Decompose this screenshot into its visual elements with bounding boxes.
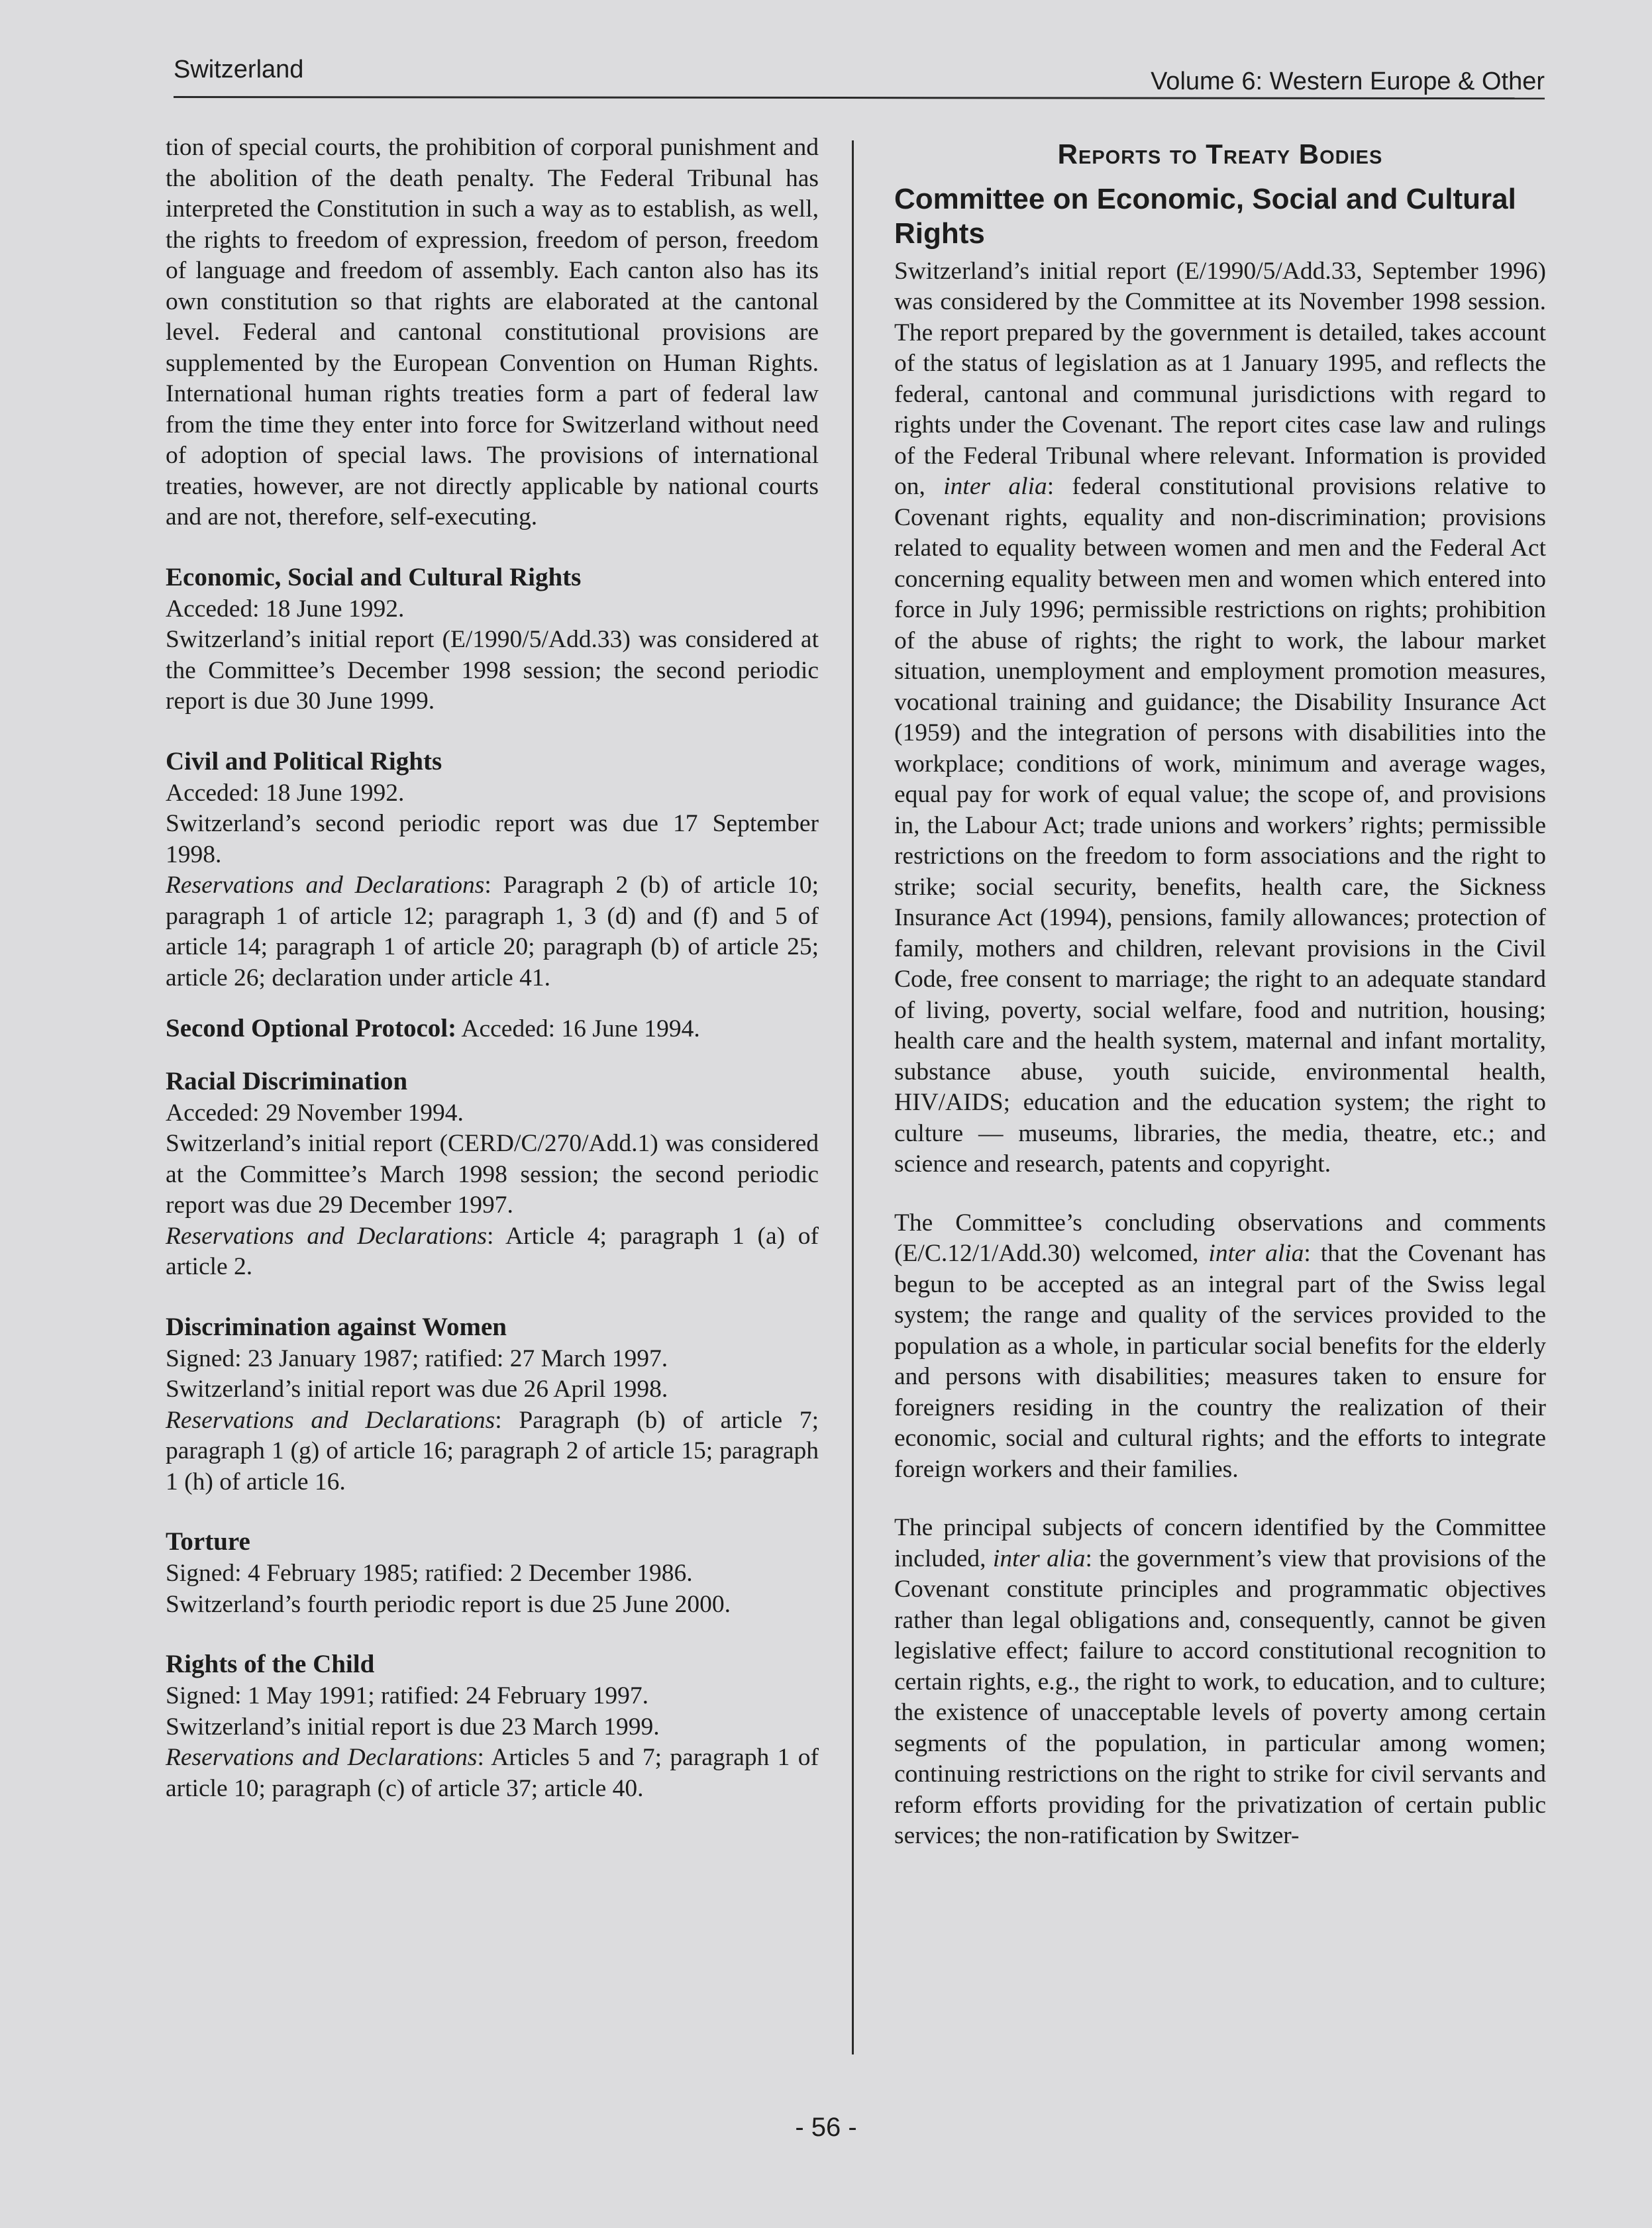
section-title: Torture [166, 1527, 250, 1556]
reservations-text: : Article 4; paragraph 1 (a) of article 2. [166, 1222, 819, 1280]
report-status: Switzerland’s initial report is due 23 March 1999. [166, 1713, 660, 1741]
concerns-paragraph [894, 1513, 1546, 1852]
header-volume: Volume 6: Western Europe & Other [1151, 68, 1545, 95]
section-title: Racial Discrimination [166, 1066, 408, 1095]
section-title: Economic, Social and Cultural Rights [166, 562, 582, 591]
section-title: Civil and Political Rights [166, 746, 442, 776]
left-column [166, 132, 819, 1804]
reservations [166, 1743, 819, 1804]
reservations [166, 870, 819, 993]
report-status: Switzerland’s initial report (CERD/C/270/Add.1) was considered at the Committee’s March 1998 session; the second periodic report was due 29 December 1997. [166, 1130, 819, 1219]
reservations-label: Reservations and Declarations [166, 872, 485, 899]
reservations-label: Reservations and Declarations [166, 1222, 488, 1250]
reports-section-title: Reports to Treaty Bodies [1057, 138, 1383, 170]
section-discrimination-against-women [166, 1311, 819, 1498]
concluding-observations-paragraph [894, 1208, 1546, 1486]
text-run-italic: inter alia [1208, 1240, 1304, 1267]
accession-line: Acceded: 29 November 1994. [166, 1099, 464, 1127]
committee-heading: Committee on Economic, Social and Cultural Rights [894, 182, 1516, 250]
text-run-italic: inter alia [992, 1544, 1086, 1572]
report-status: Switzerland’s second periodic report was due 17 September 1998. [166, 810, 819, 868]
report-status: Switzerland’s fourth periodic report is due 25 June 2000. [166, 1590, 731, 1618]
section-civil-political-rights [166, 745, 819, 994]
signature-line: Signed: 1 May 1991; ratified: 24 February 1997. [166, 1682, 649, 1709]
intro-paragraph: tion of special courts, the prohibition of corporal punishment and the abolition of the death penalty. The Federal Tribunal has interpreted the Constitution in such a way as to establish, as well, the rights to freedom of expression, freedom of person, freedom of language and freedom of assembly. Each canton also has its own constitution so that rights are elaborated at the cantonal level. Federal and cantonal constitutional provisions are supplemented by the European Convention on Human Rights. International human rights treaties form a part of federal law from the time they enter into force for Switzerland without need of adoption of special laws. The provisions of international treaties, however, are not directly applicable by national courts and are not, therefore, self-executing. [166, 134, 819, 531]
report-status: Switzerland’s initial report was due 26 April 1998. [166, 1376, 668, 1403]
accession-line: Acceded: 18 June 1992. [166, 779, 405, 807]
section-racial-discrimination [166, 1065, 819, 1283]
accession-line: Acceded: 16 June 1994. [456, 1015, 700, 1042]
column-divider [852, 140, 854, 2054]
signature-line: Signed: 4 February 1985; ratified: 2 December 1986. [166, 1560, 693, 1587]
section-torture [166, 1525, 819, 1620]
protocol-line [166, 1013, 819, 1045]
text-run-italic: inter alia [943, 473, 1047, 500]
reservations [166, 1221, 819, 1283]
text-run: The Committee’s concluding observations and comments (E/C.12/1/Add.30) welcomed, [894, 1209, 1546, 1267]
reservations-label: Reservations and Declarations [166, 1406, 495, 1434]
reservations-text: : Articles 5 and 7; paragraph 1 of article 10; paragraph (c) of article 37; article 40. [166, 1744, 819, 1802]
section-title: Rights of the Child [166, 1650, 375, 1678]
reservations-text: : Paragraph (b) of article 7; paragraph 1 (g) of article 16; paragraph 2 of article 15; paragraph 1 (h) of article 16. [166, 1406, 819, 1495]
text-run: Switzerland’s initial report (E/1990/5/Add.33, September 1996) was considered by the Committee at its November 1998 session. The report prepared by the government is detailed, takes account of the status of legislation as at 1 January 1995, and reflects the federal, cantonal and communal jurisdictions with regard to rights under the Covenant. The report cites case law and rulings of the Federal Tribunal where relevant. Information is provided on, [894, 257, 1546, 500]
text-run: : that the Covenant has begun to be accepted as an integral part of the Swiss legal system; the range and quality of the services provided to the population as a whole, in particular social benefits for the elderly and persons with disabilities; measures taken to ensure for foreigners residing in the country the realization of their economic, social and cultural rights; and the efforts to integrate foreign workers and their families. [894, 1240, 1546, 1483]
signature-line: Signed: 23 January 1987; ratified: 27 March 1997. [166, 1344, 668, 1372]
text-run: The principal subjects of concern identified by the Committee included, [894, 1514, 1546, 1572]
report-summary-paragraph [894, 256, 1546, 1180]
page-number: - 56 - [795, 2113, 857, 2142]
section-second-optional-protocol [166, 1013, 819, 1045]
section-rights-of-the-child [166, 1648, 819, 1804]
section-title: Discrimination against Women [166, 1312, 507, 1341]
reservations [166, 1405, 819, 1498]
text-run: : federal constitutional provisions relative to Covenant rights, equality and non-discrimination; provisions related to equality between women and men and the Federal Act concerning equality between men and women which entered into force in July 1996; permissible restrictions on rights; prohibition of the abuse of rights; the right to work, the labour market situation, unemployment and employment promotion measures, vocational training and guidance; the Disability Insurance Act (1959) and the integration of persons with disabilities into the workplace; conditions of work, minimum and average wages, equal pay for work of equal value; the scope of, and provisions in, the Labour Act; trade unions and workers’ rights; permissible restrictions on the freedom to form associations and the right to strike; social security, benefits, health care, the Sickness Insurance Act (1994), pensions, family allowances; protection of family, mothers and children, relevant provisions in the Civil Code, free consent to marriage; the right to an adequate standard of living, poverty, social welfare, food and nutrition, housing; health care and the health system, maternal and infant mortality, substance abuse, youth suicide, environmental health, HIV/AIDS; education and the education system; the right to culture — museums, libraries, the media, theatre, etc.; and science and research, patents and copyright. [894, 473, 1547, 1178]
accession-line: Acceded: 18 June 1992. [166, 595, 405, 623]
running-header [174, 56, 1545, 102]
reservations-text: : Paragraph 2 (b) of article 10; paragraph 1 of article 12; paragraph 1, 3 (d) and (f) and 5 of article 14; paragraph 1 of article 20; paragraph (b) of article 25; article 26; declaration under article 41. [166, 872, 819, 991]
section-economic-social-cultural-rights [166, 561, 819, 717]
text-run: : the government’s view that provisions of the Covenant constitute principles and programmatic objectives rather than legal obligations and, consequently, cannot be given legislative effect; failure to accord constitutional recognition to certain rights, e.g., the right to work, to education, and to culture; the existence of unacceptable levels of poverty among certain segments of the population, in particular among women; continuing restrictions on the right to strike for civil servants and reform efforts providing for the privatization of certain public services; the non-ratification by Switzer- [894, 1544, 1546, 1849]
report-status: Switzerland’s initial report (E/1990/5/Add.33) was considered at the Committee’s December 1998 session; the second periodic report is due 30 June 1999. [166, 626, 819, 715]
header-country: Switzerland [174, 56, 304, 83]
reservations-label: Reservations and Declarations [166, 1744, 478, 1771]
section-title: Second Optional Protocol: [166, 1014, 457, 1042]
right-column [894, 132, 1546, 1852]
